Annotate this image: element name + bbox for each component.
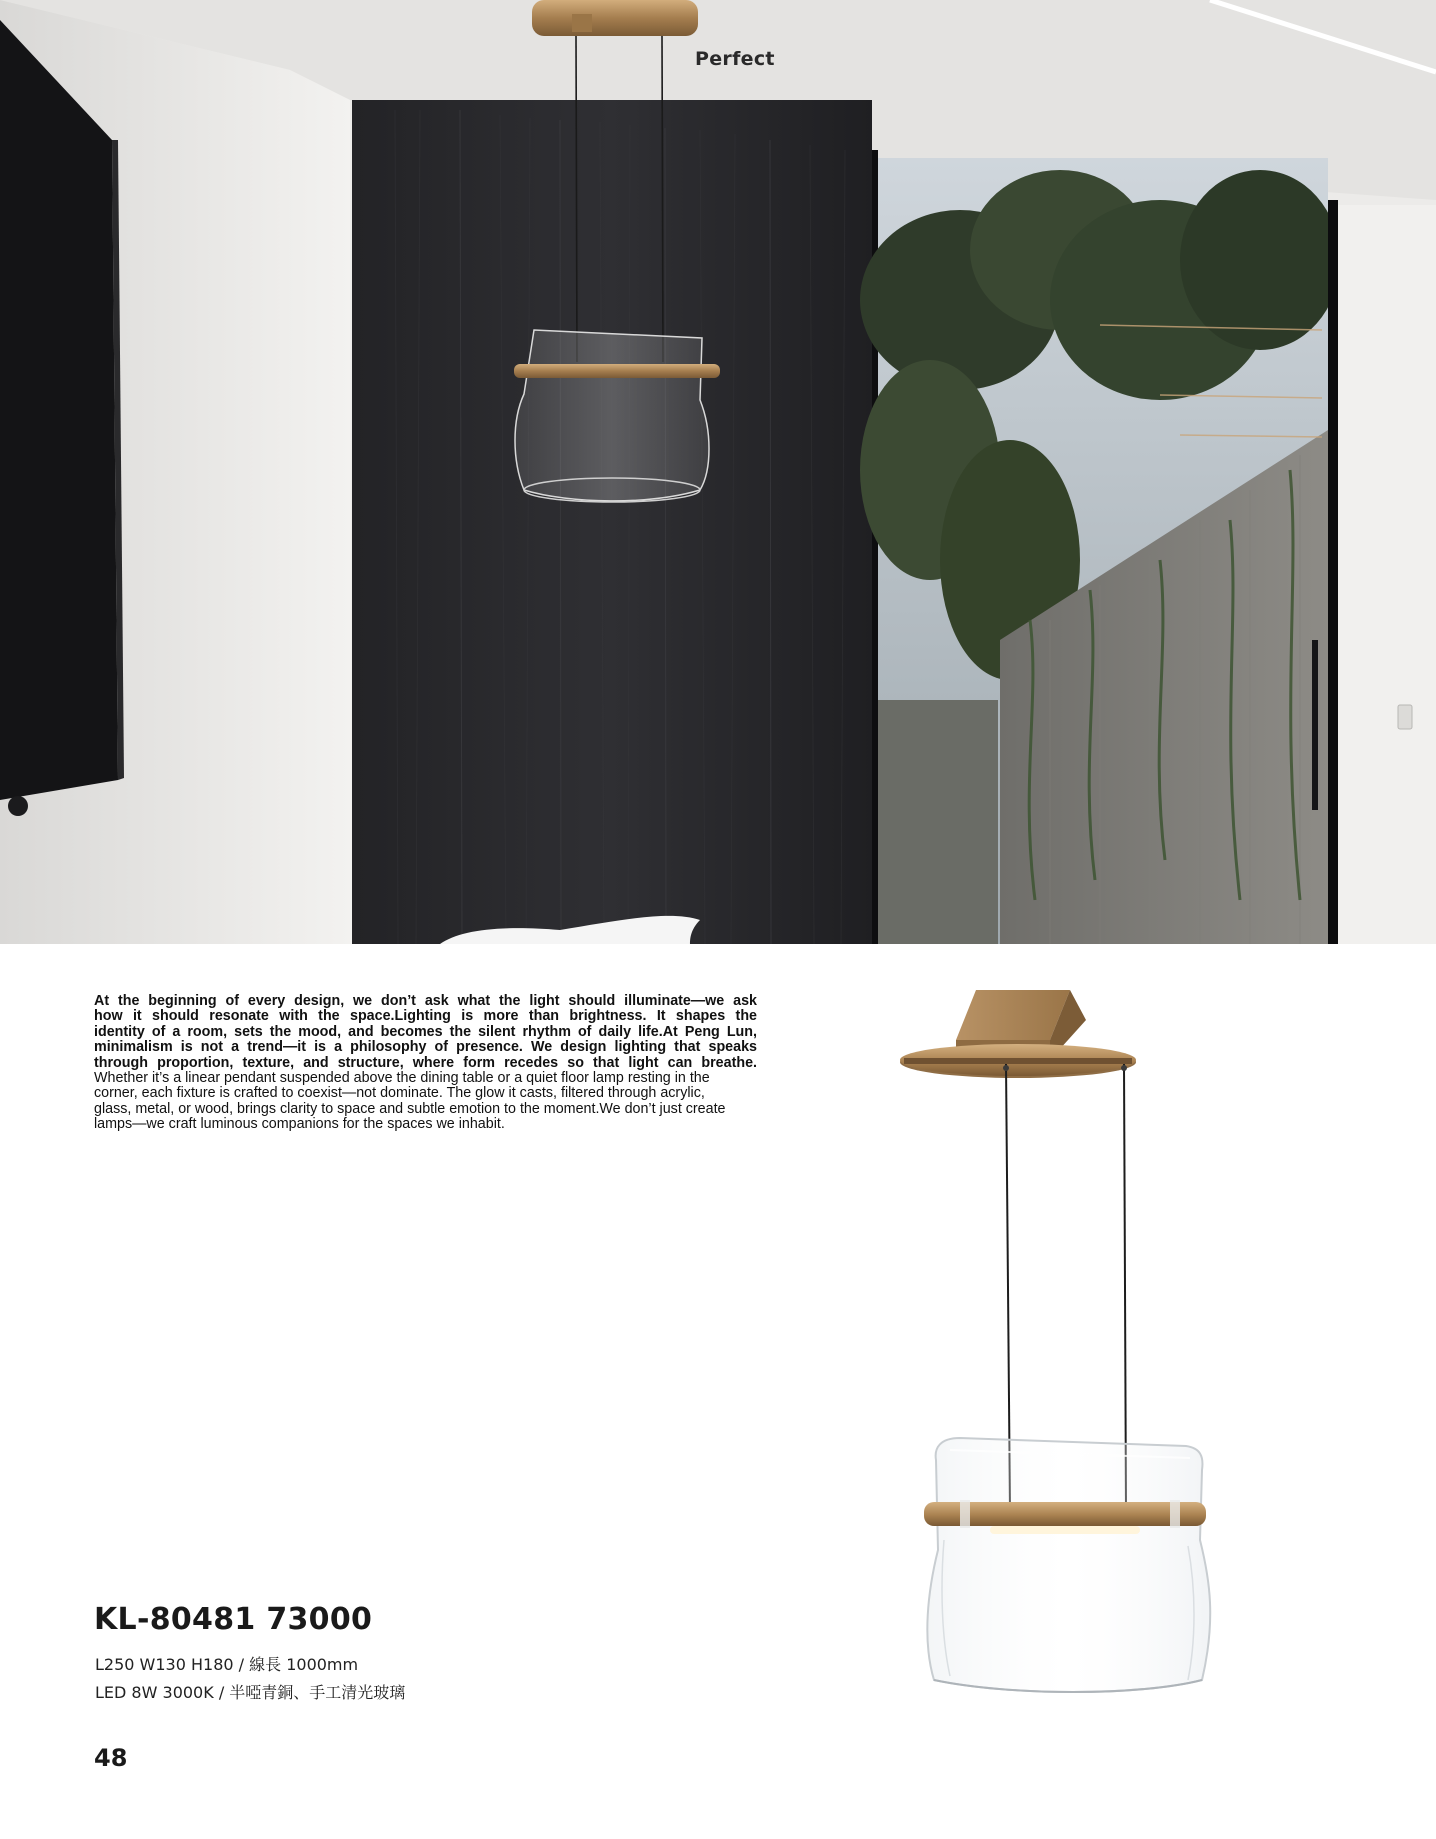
wood-panel-wall — [352, 100, 872, 944]
glass-shade — [927, 1438, 1210, 1692]
intro-body-line: corner, each fixture is crafted to coexist—not dominate. The glow it casts, filtered through acrylic, — [94, 1085, 705, 1102]
tv-screen — [0, 20, 118, 800]
intro-lead-line: through proportion, texture, and structure, where form recedes so that light can breathe. — [94, 1054, 757, 1071]
intro-body — [94, 1071, 757, 1133]
intro-lead-line: At the beginning of every design, we don’t ask what the light should illuminate—we ask — [94, 993, 757, 1009]
product-spec-dimensions: L250 W130 H180 / 線長 1000mm — [95, 1655, 359, 1674]
intro-body-line: Whether it’s a linear pendant suspended above the dining table or a quiet floor lamp resting in the — [94, 1070, 710, 1087]
page-number: 48 — [94, 1744, 128, 1772]
intro-lead — [94, 994, 757, 1071]
product-code: KL-80481 73000 — [94, 1602, 373, 1637]
intro-lead-line: minimalism is not a trend—it is a philosophy of presence. We design lighting that speaks — [94, 1039, 757, 1056]
product-spec-material: LED 8W 3000K / 半啞青銅、手工清光玻璃 — [95, 1683, 406, 1702]
intro-lead-line: how it should resonate with the space.Lighting is more than brightness. It shapes the — [94, 1008, 757, 1025]
product-photo — [900, 980, 1230, 1720]
canopy — [900, 990, 1136, 1078]
intro-lead-line: identity of a room, sets the mood, and becomes the silent rhythm of daily life.At Peng Lun, — [94, 1023, 757, 1040]
hero-caption: Perfect — [695, 48, 775, 70]
intro-text — [94, 994, 757, 1133]
light-switch — [1398, 705, 1412, 729]
intro-body-line: lamps—we craft luminous companions for the spaces we inhabit. — [94, 1116, 505, 1133]
intro-body-line: glass, metal, or wood, brings clarity to space and subtle emotion to the moment.We don’t just create — [94, 1100, 726, 1117]
